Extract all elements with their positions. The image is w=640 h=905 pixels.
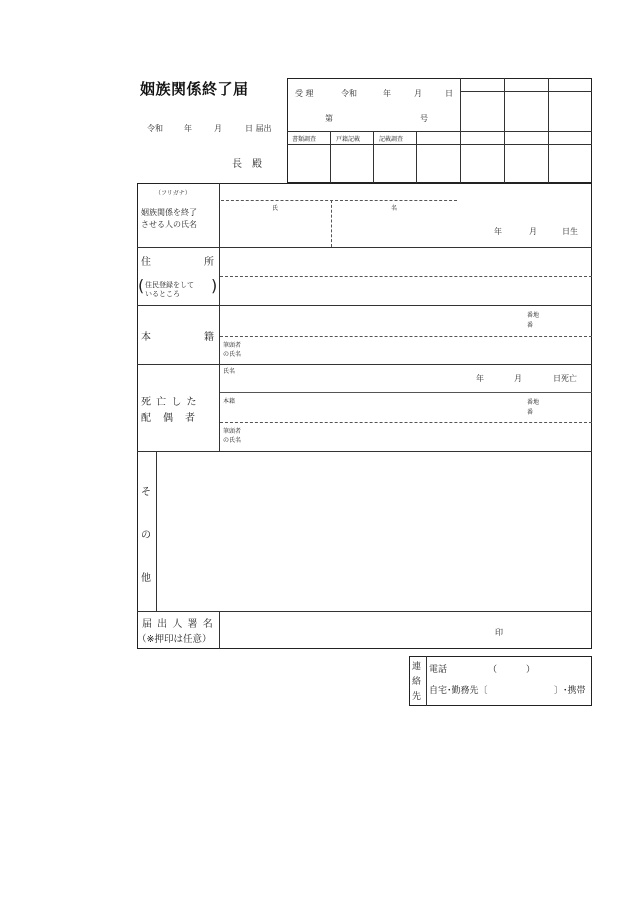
spouse-head-line1: 筆頭者: [223, 428, 242, 435]
spouse-head-line2: の氏名: [223, 437, 242, 444]
address-input-line1[interactable]: [221, 249, 590, 275]
furigana-label: （フリガナ）: [155, 190, 191, 197]
spouse-honseki-label: 本籍: [223, 398, 236, 405]
seal-mark: 印: [495, 628, 503, 637]
death-year-label: 年: [476, 374, 484, 383]
honseki-head-line1: 筆頭者: [223, 342, 242, 349]
address-label-left: 住: [141, 257, 151, 268]
number-prefix: 第: [325, 114, 333, 123]
address-sub-line2: いるところ: [145, 290, 180, 298]
received-day: 日: [445, 89, 453, 98]
contact-type-end: 〕･携帯: [554, 686, 586, 696]
other-label-char1: そ: [141, 487, 151, 498]
date-month-label: 月: [214, 124, 222, 133]
address-paren-open: (: [138, 276, 145, 295]
number-suffix: 号: [420, 114, 428, 123]
spouse-banchi-label: 番地: [527, 399, 540, 406]
honseki-head-line2: の氏名: [223, 351, 242, 358]
death-month-label: 月: [514, 374, 522, 383]
check-register-entry: 戸籍記載: [336, 136, 361, 143]
other-notes-textarea[interactable]: [158, 453, 590, 609]
honseki-head-name-input[interactable]: [250, 338, 590, 363]
honseki-label-left: 本: [141, 332, 151, 343]
given-name-label: 名: [391, 205, 398, 212]
phone-number-input[interactable]: [455, 660, 585, 676]
addressee-label: 長 殿: [232, 159, 262, 170]
address-paren-close: ): [211, 276, 218, 295]
address-input-line2[interactable]: [221, 278, 590, 304]
check-entry-review: 記載調査: [379, 136, 404, 143]
surname-label: 氏: [272, 205, 279, 212]
other-label-char3: 他: [141, 573, 151, 584]
check-doc-review: 書類調査: [292, 136, 317, 143]
honseki-label-right: 籍: [204, 332, 214, 343]
name-label-line2: させる人の氏名: [141, 220, 197, 229]
signature-label-line1: 届 出 人 署 名: [142, 619, 214, 630]
name-label-line1: 姻族関係を終了: [141, 208, 197, 217]
address-label-right: 所: [204, 257, 214, 268]
received-year: 年: [383, 89, 391, 98]
given-name-furigana-input[interactable]: [332, 188, 457, 200]
address-sub-line1: 住民登録をして: [145, 281, 194, 289]
spouse-name-label: 氏名: [223, 368, 236, 375]
contact-type-label: 自宅･勤務先〔: [429, 686, 488, 696]
spouse-label-line1: 死 亡 し た: [141, 397, 198, 408]
contact-type-input[interactable]: [493, 681, 553, 697]
spouse-label-line2: 配 偶 者: [141, 413, 196, 424]
received-era: 令和: [341, 89, 357, 98]
given-name-input[interactable]: [332, 210, 482, 245]
honseki-input[interactable]: [221, 307, 521, 335]
date-era: 令和: [147, 124, 163, 133]
phone-paren-open: （: [488, 665, 498, 675]
contact-label-char2: 絡: [412, 677, 422, 687]
other-label-char2: の: [141, 530, 151, 541]
birth-year-label: 年: [494, 227, 502, 236]
received-month: 月: [414, 89, 422, 98]
spouse-ban-label: 番: [527, 409, 534, 416]
surname-furigana-input[interactable]: [221, 188, 331, 200]
form-title: 姻族関係終了届: [140, 80, 249, 98]
contact-label-char1: 連: [412, 662, 422, 672]
signature-label-line2: （※押印は任意）: [137, 634, 212, 645]
signature-input[interactable]: [221, 613, 491, 647]
spouse-head-name-input[interactable]: [250, 424, 590, 450]
date-year-label: 年: [184, 124, 192, 133]
phone-paren-close: ）: [526, 665, 536, 675]
spouse-name-input[interactable]: [245, 366, 470, 390]
contact-label-char3: 先: [412, 692, 422, 702]
surname-input[interactable]: [221, 210, 331, 245]
honseki-ban-label: 番: [527, 322, 534, 329]
birth-month-label: 月: [529, 227, 537, 236]
spouse-honseki-input[interactable]: [245, 394, 520, 420]
date-day-submit-label: 日 届出: [245, 124, 272, 133]
honseki-banchi-label: 番地: [527, 312, 540, 319]
death-day-label: 日死亡: [553, 374, 577, 383]
birth-day-label: 日生: [562, 227, 578, 236]
received-label: 受 理: [295, 89, 314, 98]
phone-label: 電話: [429, 665, 448, 675]
